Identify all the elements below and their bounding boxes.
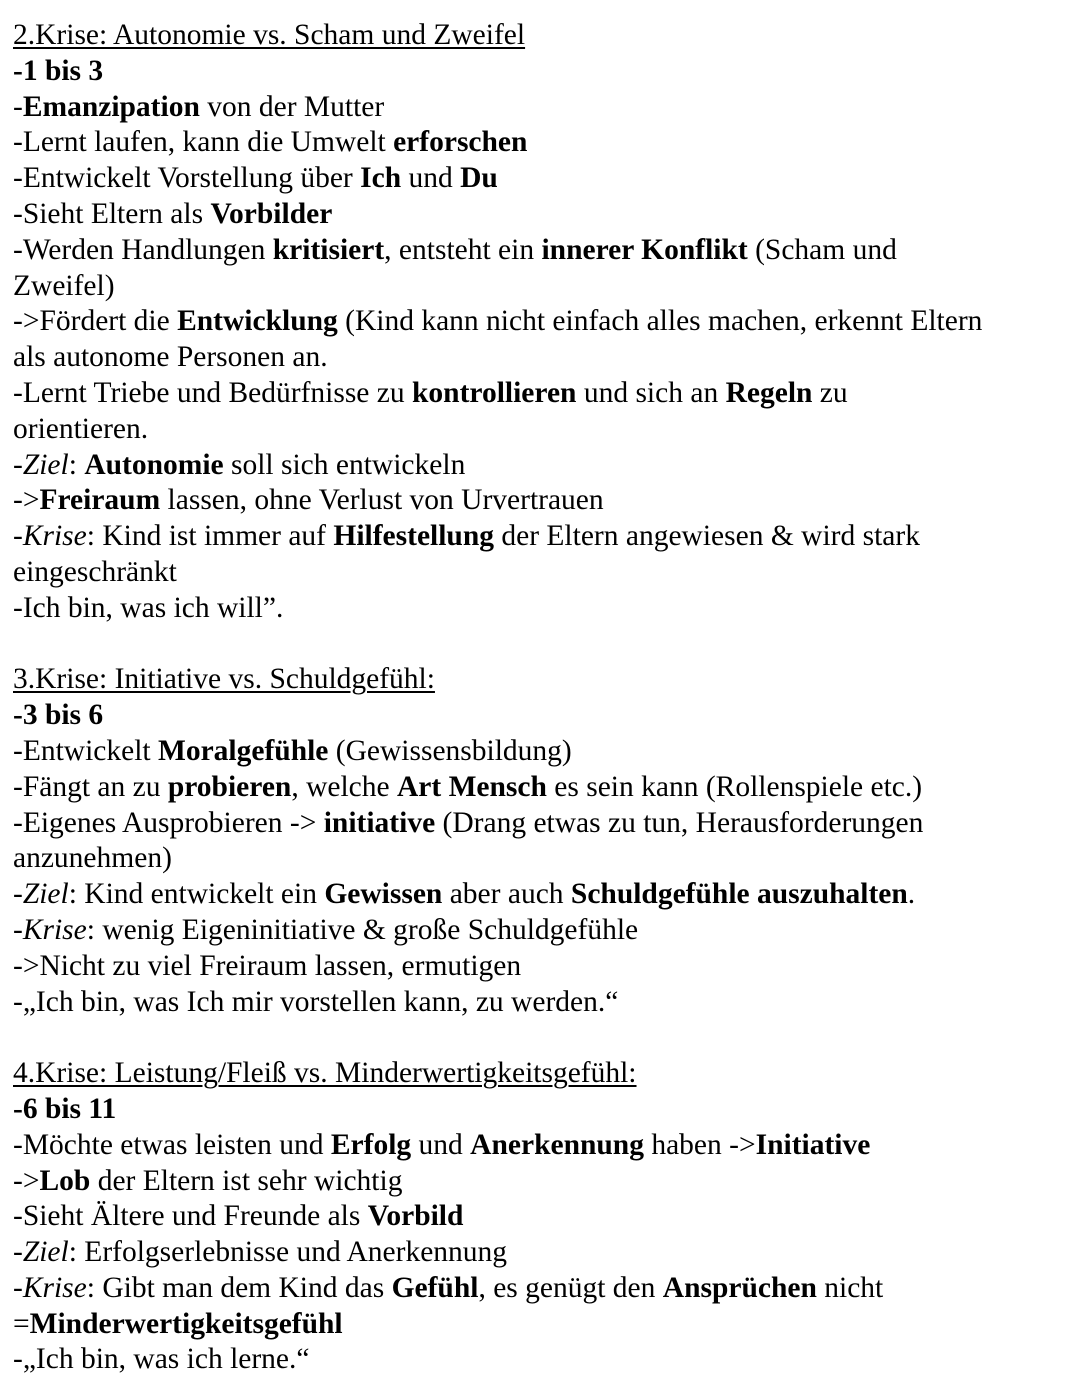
text-line: [13, 877, 1063, 913]
bold-term: -1 bis 3: [13, 54, 104, 87]
text-segment: .: [907, 878, 916, 911]
bold-term: Art Mensch: [396, 770, 547, 803]
bold-term: Initiative: [755, 1128, 871, 1161]
italic-label: Krise: [22, 520, 87, 553]
text-segment: haben ->: [643, 1128, 756, 1161]
bold-term: Ansprüchen: [662, 1271, 817, 1304]
italic-label: Ziel: [22, 1236, 69, 1269]
text-segment: anzunehmen): [13, 842, 172, 875]
text-segment: -Sieht Ältere und Freunde als: [13, 1200, 368, 1233]
text-segment: Zweifel): [13, 269, 115, 302]
text-segment: zu: [812, 376, 848, 409]
crisis-section: [13, 1056, 1063, 1378]
bold-term: Hilfestellung: [333, 520, 494, 553]
text-line: [13, 770, 1063, 806]
text-segment: -Entwickelt Vorstellung über: [13, 162, 361, 195]
text-segment: -: [13, 448, 23, 481]
text-segment: , es genügt den: [478, 1271, 663, 1304]
text-segment: (Scham und: [747, 233, 897, 266]
text-line: [13, 90, 1063, 126]
text-segment: -Fängt an zu: [13, 770, 168, 803]
document-page: [13, 18, 1063, 1378]
text-segment: -Lernt laufen, kann die Umwelt: [13, 126, 394, 159]
bold-term: Freiraum: [39, 484, 161, 517]
bold-term: -3 bis 6: [13, 699, 104, 732]
text-segment: als autonome Personen an.: [13, 341, 328, 374]
text-segment: aber auch: [442, 878, 571, 911]
text-segment: -: [13, 1236, 23, 1269]
text-segment: ->Fördert die: [13, 305, 178, 338]
section-heading: 4.Krise: Leistung/Fleiß vs. Minderwertigkeitsgefühl:: [13, 1057, 637, 1090]
text-segment: eingeschränkt: [13, 555, 177, 588]
text-segment: und sich an: [576, 376, 726, 409]
text-segment: und: [401, 162, 461, 195]
text-segment: (Gewissensbildung): [328, 734, 572, 767]
text-line: [13, 913, 1063, 949]
text-line: [13, 1271, 1063, 1307]
text-segment: ->: [13, 1164, 40, 1197]
text-segment: der Eltern angewiesen & wird stark: [494, 520, 920, 553]
section-heading: 2.Krise: Autonomie vs. Scham und Zweifel: [13, 19, 526, 51]
text-line: [13, 233, 1063, 269]
bold-term: Vorbilder: [210, 197, 333, 230]
italic-label: Ziel: [22, 448, 69, 481]
text-line: [13, 448, 1063, 484]
section-spacer: [13, 1020, 1063, 1056]
text-segment: : Kind entwickelt ein: [68, 878, 325, 911]
text-line: [13, 555, 1063, 591]
bold-term: kontrollieren: [412, 376, 577, 409]
text-segment: -„Ich bin, was ich lerne.“: [13, 1343, 310, 1376]
bold-term: kritisiert: [272, 233, 385, 266]
text-segment: : wenig Eigeninitiative & große Schuldgefühle: [86, 913, 639, 946]
bold-term: Gefühl: [391, 1271, 479, 1304]
text-line: [13, 54, 1063, 90]
bold-term: Emanzipation: [22, 90, 200, 123]
text-segment: =: [13, 1307, 30, 1340]
text-line: [13, 734, 1063, 770]
text-line: [13, 376, 1063, 412]
bold-term: Du: [460, 162, 498, 195]
bold-term: Erfolg: [330, 1128, 412, 1161]
text-segment: und: [411, 1128, 471, 1161]
text-segment: -: [13, 913, 23, 946]
text-segment: -: [13, 90, 23, 123]
text-segment: nicht: [816, 1271, 884, 1304]
italic-label: Krise: [22, 1271, 87, 1304]
text-segment: (Drang etwas zu tun, Herausforderungen: [435, 806, 924, 839]
bold-term: -6 bis 11: [13, 1092, 117, 1125]
text-line: [13, 304, 1063, 340]
bold-term: Anerkennung: [470, 1128, 644, 1161]
bold-term: Ich: [360, 162, 402, 195]
text-segment: der Eltern ist sehr wichtig: [90, 1164, 403, 1197]
section-heading: 3.Krise: Initiative vs. Schuldgefühl:: [13, 663, 435, 696]
text-line: [13, 841, 1063, 877]
bold-term: Vorbild: [367, 1200, 464, 1233]
text-line: [13, 985, 1063, 1021]
text-segment: orientieren.: [13, 412, 149, 445]
text-segment: -Entwickelt: [13, 734, 158, 767]
text-segment: soll sich entwickeln: [223, 448, 466, 481]
crisis-section: [13, 18, 1063, 627]
crisis-section: [13, 662, 1063, 1020]
bold-term: initiative: [323, 806, 436, 839]
text-segment: : Gibt man dem Kind das: [86, 1271, 392, 1304]
text-segment: -Lernt Triebe und Bedürfnisse zu: [13, 376, 412, 409]
bold-term: probieren: [167, 770, 292, 803]
text-line: [13, 1128, 1063, 1164]
text-segment: , welche: [291, 770, 397, 803]
section-spacer: [13, 627, 1063, 663]
text-segment: , entsteht ein: [384, 233, 542, 266]
text-segment: -Möchte etwas leisten und: [13, 1128, 331, 1161]
bold-term: innerer Konflikt: [541, 233, 748, 266]
bold-term: Minderwertigkeitsgefühl: [29, 1307, 343, 1340]
bold-term: Autonomie: [84, 448, 224, 481]
text-line: [13, 1235, 1063, 1271]
text-line: [13, 698, 1063, 734]
italic-label: Ziel: [22, 878, 69, 911]
text-segment: -: [13, 520, 23, 553]
bold-term: Entwicklung: [177, 305, 338, 338]
text-segment: -Ich bin, was ich will”.: [13, 591, 284, 624]
text-line: [13, 412, 1063, 448]
text-line: [13, 519, 1063, 555]
text-line: [13, 197, 1063, 233]
text-segment: ->Nicht zu viel Freiraum lassen, ermutigen: [13, 949, 522, 982]
text-segment: von der Mutter: [199, 90, 385, 123]
text-line: [13, 591, 1063, 627]
bold-term: erforschen: [393, 126, 528, 159]
text-segment: -: [13, 878, 23, 911]
text-line: [13, 125, 1063, 161]
bold-term: Gewissen: [324, 878, 443, 911]
text-segment: (Kind kann nicht einfach alles machen, erkennt Eltern: [337, 305, 983, 338]
bold-term: Schuldgefühle auszuhalten: [570, 878, 908, 911]
text-line: [13, 1199, 1063, 1235]
text-segment: -Sieht Eltern als: [13, 197, 211, 230]
text-segment: : Erfolgserlebnisse und Anerkennung: [68, 1236, 508, 1269]
text-line: [13, 806, 1063, 842]
text-line: [13, 483, 1063, 519]
bold-term: Moralgefühle: [158, 734, 329, 767]
text-segment: : Kind ist immer auf: [86, 520, 334, 553]
text-line: [13, 1307, 1063, 1343]
text-segment: -„Ich bin, was Ich mir vorstellen kann, zu werden.“: [13, 985, 619, 1018]
text-line: [13, 1092, 1063, 1128]
text-line: [13, 1164, 1063, 1200]
text-segment: :: [68, 448, 85, 481]
text-segment: ->: [13, 484, 40, 517]
text-segment: -: [13, 1271, 23, 1304]
text-segment: es sein kann (Rollenspiele etc.): [546, 770, 923, 803]
text-line: [13, 161, 1063, 197]
text-line: [13, 949, 1063, 985]
text-segment: lassen, ohne Verlust von Urvertrauen: [160, 484, 604, 517]
text-segment: -Eigenes Ausprobieren ->: [13, 806, 324, 839]
text-line: [13, 1342, 1063, 1378]
italic-label: Krise: [22, 913, 87, 946]
text-line: [13, 340, 1063, 376]
text-line: [13, 269, 1063, 305]
bold-term: Regeln: [725, 376, 813, 409]
text-segment: -Werden Handlungen: [13, 233, 273, 266]
bold-term: Lob: [39, 1164, 91, 1197]
